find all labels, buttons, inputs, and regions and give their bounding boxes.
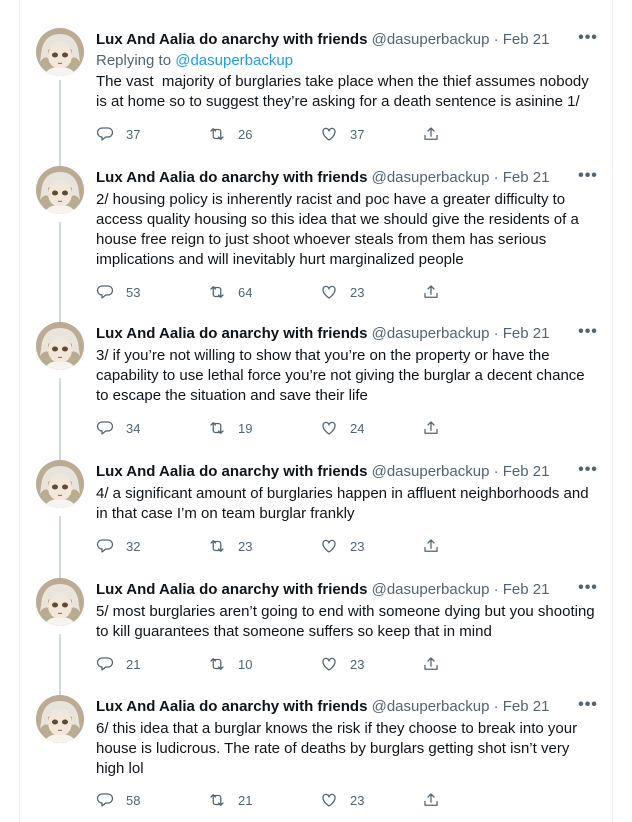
share-button[interactable] (422, 282, 440, 302)
tweet-header (96, 324, 599, 344)
heart-icon (320, 125, 338, 143)
retweet-count: 21 (238, 792, 253, 808)
tweet-actions (96, 654, 528, 674)
reply-icon (96, 125, 114, 143)
tweet-text: 5/ most burglaries aren’t going to end with someone dying but you shooting to kill guarantees that someone suffers so keep that in mind (96, 603, 595, 640)
retweet-button[interactable] (208, 536, 252, 556)
avatar[interactable] (36, 322, 84, 370)
author-handle[interactable]: @dasuperbackup (371, 581, 490, 598)
author-name[interactable]: Lux And Aalia do anarchy with friends (96, 581, 368, 598)
tweet-header (96, 697, 599, 717)
replying-to-label: Replying to (96, 52, 172, 69)
share-icon (422, 125, 440, 143)
tweet-text: 3/ if you’re not willing to show that you’re on the property or have the capability to use lethal force you’re not giving the burglar a decent chance to escape the situation and save their life (96, 347, 585, 404)
more-options-icon[interactable]: ••• (578, 579, 598, 596)
like-count: 24 (350, 420, 365, 436)
separator-dot: · (493, 698, 499, 715)
tweet-actions (96, 790, 528, 810)
like-button[interactable] (320, 124, 364, 144)
more-options-icon[interactable]: ••• (578, 696, 598, 713)
tweet-header (96, 30, 599, 50)
reply-icon (96, 655, 114, 673)
tweet[interactable] (19, 578, 613, 678)
reply-count: 32 (126, 538, 141, 554)
like-count: 37 (350, 126, 365, 142)
reply-button[interactable] (96, 790, 140, 810)
replying-to (96, 51, 293, 71)
avatar[interactable] (36, 28, 84, 76)
tweet-actions (96, 124, 528, 144)
author-handle[interactable]: @dasuperbackup (371, 169, 490, 186)
tweet-text: The vast majority of burglaries take place when the thief assumes nobody is at home so to suggest they’re asking for a death sentence is asinine 1/ (96, 73, 589, 110)
share-button[interactable] (422, 418, 440, 438)
tweet[interactable] (19, 28, 613, 148)
reply-button[interactable] (96, 654, 140, 674)
retweet-icon (208, 419, 226, 437)
separator-dot: · (493, 325, 499, 342)
author-name[interactable]: Lux And Aalia do anarchy with friends (96, 698, 368, 715)
reply-count: 34 (126, 420, 141, 436)
more-options-icon[interactable]: ••• (578, 461, 598, 478)
heart-icon (320, 655, 338, 673)
reply-count: 58 (126, 792, 141, 808)
tweet-date[interactable]: Feb 21 (502, 698, 550, 715)
avatar-image (36, 28, 84, 76)
more-options-icon[interactable]: ••• (578, 167, 598, 184)
tweet-text: 2/ housing policy is inherently racist and poc have a greater difficulty to access quality housing so this idea that we should give the residents of a house free reign to just shoot whoever steals from them has serious implications and will inevitably hurt marginalized people (96, 191, 579, 268)
retweet-count: 19 (238, 420, 253, 436)
share-button[interactable] (422, 536, 440, 556)
heart-icon (320, 791, 338, 809)
heart-icon (320, 537, 338, 555)
retweet-button[interactable] (208, 418, 252, 438)
retweet-count: 23 (238, 538, 253, 554)
reply-count: 53 (126, 284, 141, 300)
tweet-text: 4/ a significant amount of burglaries happen in affluent neighborhoods and in that case I’m on team burglar frankly (96, 485, 589, 522)
tweet-actions (96, 536, 528, 556)
share-icon (422, 655, 440, 673)
reply-icon (96, 537, 114, 555)
avatar-image (36, 322, 84, 370)
share-icon (422, 791, 440, 809)
like-count: 23 (350, 284, 365, 300)
reply-button[interactable] (96, 418, 140, 438)
tweet-header (96, 580, 599, 600)
separator-dot: · (493, 31, 499, 48)
reply-icon (96, 283, 114, 301)
tweet-header (96, 168, 599, 188)
like-button[interactable] (320, 536, 364, 556)
tweet-date[interactable]: Feb 21 (502, 169, 550, 186)
reply-count: 21 (126, 656, 141, 672)
tweet-header (96, 462, 599, 482)
share-button[interactable] (422, 124, 440, 144)
avatar-image (36, 460, 84, 508)
retweet-icon (208, 283, 226, 301)
author-handle[interactable]: @dasuperbackup (371, 325, 490, 342)
share-icon (422, 419, 440, 437)
tweet-date[interactable]: Feb 21 (502, 31, 550, 48)
tweet[interactable] (19, 695, 613, 815)
like-button[interactable] (320, 654, 364, 674)
like-button[interactable] (320, 418, 364, 438)
author-name[interactable]: Lux And Aalia do anarchy with friends (96, 169, 368, 186)
avatar-image (36, 166, 84, 214)
avatar[interactable] (36, 166, 84, 214)
like-count: 23 (350, 792, 365, 808)
tweet-date[interactable]: Feb 21 (502, 325, 550, 342)
reply-button[interactable] (96, 282, 140, 302)
like-button[interactable] (320, 790, 364, 810)
avatar-image (36, 695, 84, 743)
like-count: 23 (350, 656, 365, 672)
like-count: 23 (350, 538, 365, 554)
tweet-actions (96, 282, 528, 302)
replying-to-handle-link[interactable]: @dasuperbackup (175, 52, 294, 69)
avatar[interactable] (36, 578, 84, 626)
retweet-icon (208, 125, 226, 143)
retweet-icon (208, 537, 226, 555)
tweet-date[interactable]: Feb 21 (502, 581, 550, 598)
retweet-count: 26 (238, 126, 253, 142)
author-handle[interactable]: @dasuperbackup (371, 31, 490, 48)
author-name[interactable]: Lux And Aalia do anarchy with friends (96, 325, 368, 342)
author-handle[interactable]: @dasuperbackup (371, 698, 490, 715)
tweet[interactable] (19, 460, 613, 560)
more-options-icon[interactable]: ••• (578, 29, 598, 46)
more-options-icon[interactable]: ••• (578, 323, 598, 340)
tweet-actions (96, 418, 528, 438)
avatar[interactable] (36, 695, 84, 743)
retweet-count: 10 (238, 656, 253, 672)
retweet-icon (208, 655, 226, 673)
reply-button[interactable] (96, 124, 140, 144)
retweet-button[interactable] (208, 790, 252, 810)
author-name[interactable]: Lux And Aalia do anarchy with friends (96, 463, 368, 480)
share-icon (422, 537, 440, 555)
reply-button[interactable] (96, 536, 140, 556)
heart-icon (320, 419, 338, 437)
separator-dot: · (493, 169, 499, 186)
separator-dot: · (493, 463, 499, 480)
tweet-date[interactable]: Feb 21 (502, 463, 550, 480)
tweet[interactable] (19, 166, 613, 306)
separator-dot: · (493, 581, 499, 598)
retweet-button[interactable] (208, 282, 252, 302)
retweet-button[interactable] (208, 654, 252, 674)
tweet[interactable] (19, 322, 613, 442)
tweet-text: 6/ this idea that a burglar knows the risk if they choose to break into your house is ludicrous. The rate of deaths by burglars getting shot isn’t very high lol (96, 720, 578, 777)
like-button[interactable] (320, 282, 364, 302)
avatar-image (36, 578, 84, 626)
share-button[interactable] (422, 790, 440, 810)
retweet-count: 64 (238, 284, 253, 300)
author-handle[interactable]: @dasuperbackup (371, 463, 490, 480)
retweet-button[interactable] (208, 124, 252, 144)
avatar[interactable] (36, 460, 84, 508)
author-name[interactable]: Lux And Aalia do anarchy with friends (96, 31, 368, 48)
reply-icon (96, 419, 114, 437)
reply-count: 37 (126, 126, 141, 142)
heart-icon (320, 283, 338, 301)
share-icon (422, 283, 440, 301)
share-button[interactable] (422, 654, 440, 674)
reply-icon (96, 791, 114, 809)
retweet-icon (208, 791, 226, 809)
